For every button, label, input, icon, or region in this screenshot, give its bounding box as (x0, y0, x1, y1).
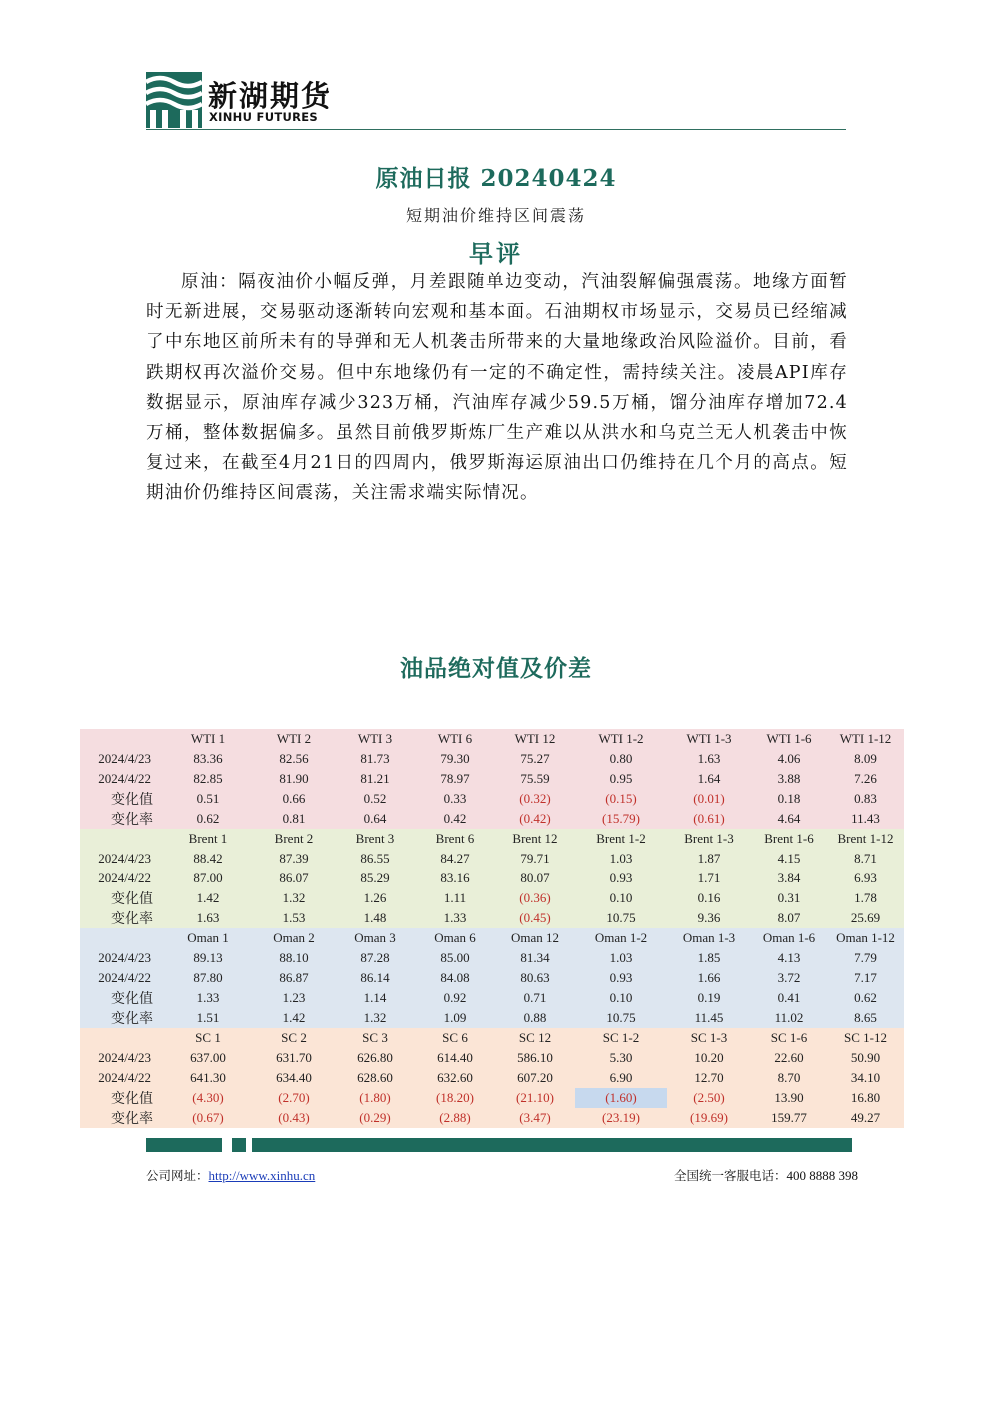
table-cell: 11.43 (851, 810, 880, 826)
table-cell: 1.53 (282, 910, 306, 926)
table-cell: 0.83 (854, 790, 877, 806)
table-cell: (0.29) (359, 1109, 391, 1125)
table-cell: (1.80) (359, 1089, 391, 1105)
table-cell: (3.47) (519, 1109, 551, 1125)
table-cell: (23.19) (602, 1109, 640, 1125)
table-header-row (80, 829, 904, 849)
table-cell: 1.63 (196, 910, 220, 926)
row-label: 2024/4/22 (98, 770, 151, 786)
column-header: Brent 12 (512, 830, 558, 846)
column-header: Oman 2 (273, 930, 315, 946)
header-blank-cell (80, 729, 163, 749)
company-logo (146, 72, 346, 128)
table-cell: 1.66 (697, 970, 721, 986)
table-cell: 50.90 (850, 1049, 881, 1065)
table-cell: 0.81 (282, 810, 306, 826)
row-label: 2024/4/22 (98, 870, 151, 886)
table-cell: 631.70 (276, 1049, 312, 1065)
column-header: Brent 1-12 (837, 830, 894, 846)
table-cell: 0.10 (609, 890, 633, 906)
table-row (80, 968, 904, 988)
oil-price-spread-table (80, 729, 904, 1128)
table-cell: 78.97 (440, 770, 470, 786)
table-cell: 81.90 (279, 770, 309, 786)
table-cell: 11.02 (774, 1010, 804, 1026)
table-cell: 6.93 (854, 870, 877, 886)
table-cell: 1.42 (282, 1010, 306, 1026)
table-cell: 84.27 (440, 850, 470, 866)
table-cell: 16.80 (850, 1089, 881, 1105)
table-cell: 10.75 (606, 910, 636, 926)
table-cell: 49.27 (850, 1109, 881, 1125)
table-row (80, 749, 904, 769)
column-header: WTI 1-3 (686, 730, 732, 746)
table-cell: 12.70 (694, 1069, 724, 1085)
table-cell: 0.93 (609, 970, 633, 986)
table-cell: 614.40 (437, 1049, 473, 1065)
row-label: 2024/4/22 (98, 1069, 151, 1085)
table-cell: 8.70 (777, 1069, 801, 1085)
table-cell: (2.70) (278, 1089, 310, 1105)
table-row (80, 908, 904, 928)
report-subtitle: 短期油价维持区间震荡 (405, 206, 586, 225)
table-cell: 34.10 (850, 1069, 881, 1085)
table-cell: 4.13 (777, 950, 801, 966)
table-cell: 5.30 (609, 1049, 633, 1065)
table-row (80, 769, 904, 789)
table-cell: (0.67) (192, 1109, 224, 1125)
table-row (80, 1088, 904, 1108)
logo-english-name: XINHU FUTURES (209, 110, 319, 124)
table-row (80, 888, 904, 908)
table-cell: 80.63 (520, 970, 550, 986)
row-label: 2024/4/23 (98, 850, 151, 866)
table-cell: 1.48 (363, 910, 387, 926)
table-row (80, 948, 904, 968)
table-cell: 1.51 (196, 1010, 220, 1026)
column-header: WTI 2 (276, 730, 312, 746)
table-header-row (80, 928, 904, 948)
column-header: SC 1 (195, 1029, 221, 1045)
table-cell: (18.20) (436, 1089, 474, 1105)
column-header: WTI 1 (190, 730, 226, 746)
row-label: 变化率 (111, 911, 153, 928)
footer-bar-segment (146, 1138, 222, 1152)
table-cell: 22.60 (774, 1049, 804, 1065)
table-cell: 1.03 (609, 850, 633, 866)
table-cell: 1.09 (443, 1010, 467, 1026)
table-cell: (0.01) (693, 790, 725, 806)
table-cell: 13.90 (774, 1089, 804, 1105)
table-cell: 1.32 (363, 1010, 387, 1026)
table-cell: 0.95 (609, 770, 633, 786)
table-cell: 81.34 (520, 950, 550, 966)
table-cell: 89.13 (193, 950, 223, 966)
table-row (80, 789, 904, 809)
column-header: SC 6 (442, 1029, 468, 1045)
column-header: SC 2 (281, 1029, 307, 1045)
table-cell: 0.93 (609, 870, 633, 886)
column-header: SC 1-6 (770, 1029, 808, 1045)
table-row (80, 849, 904, 869)
column-header: Brent 6 (435, 830, 475, 846)
table-cell: 83.16 (440, 870, 470, 886)
logo-chinese-name: 新湖期货 (208, 79, 333, 113)
table-cell: 10.20 (694, 1049, 724, 1065)
footer-bar-segment (252, 1138, 852, 1152)
column-header: WTI 12 (514, 730, 556, 746)
table-cell: 86.87 (279, 970, 309, 986)
table-cell: (0.42) (519, 810, 551, 826)
row-label: 变化值 (111, 791, 153, 808)
table-cell: 81.73 (360, 750, 390, 766)
table-cell: 641.30 (190, 1069, 226, 1085)
table-cell: 1.14 (363, 990, 387, 1006)
table-cell: 75.59 (520, 770, 550, 786)
column-header: Brent 2 (274, 830, 314, 846)
column-header: Oman 1-6 (762, 930, 816, 946)
table-cell: 586.10 (517, 1049, 553, 1065)
table-cell: (0.61) (693, 810, 725, 826)
table-cell: (15.79) (602, 810, 640, 826)
column-header: WTI 6 (437, 730, 473, 746)
table-cell: 86.55 (360, 850, 390, 866)
table-cell: 1.85 (697, 950, 721, 966)
header-blank-cell (80, 829, 163, 849)
table-cell: (1.60) (575, 1088, 667, 1108)
header-blank-cell (80, 928, 163, 948)
table-cell: 7.26 (854, 770, 877, 786)
table-cell: 1.64 (697, 770, 721, 786)
table-cell: 1.87 (697, 850, 721, 866)
table-header-row (80, 729, 904, 749)
table-cell: 86.14 (360, 970, 390, 986)
table-cell: 87.80 (193, 970, 223, 986)
table-cell: 4.15 (777, 850, 801, 866)
table-cell: (0.36) (519, 890, 551, 906)
column-header: SC 1-12 (844, 1029, 887, 1045)
table-cell: 1.32 (282, 890, 306, 906)
table-row (80, 809, 904, 829)
row-label: 2024/4/23 (98, 1049, 151, 1065)
header-blank-cell (80, 1028, 163, 1048)
table-cell: 81.21 (360, 770, 390, 786)
column-header: Oman 12 (510, 930, 560, 946)
column-header: Oman 1 (187, 930, 229, 946)
row-label: 2024/4/23 (98, 950, 151, 966)
table-cell: 8.65 (854, 1010, 877, 1026)
table-cell: 1.78 (854, 890, 877, 906)
table-cell: 637.00 (190, 1049, 226, 1065)
table-cell: 10.75 (606, 1010, 636, 1026)
column-header: SC 1-2 (602, 1029, 640, 1045)
column-header: WTI 3 (357, 730, 393, 746)
table-cell: 3.72 (777, 970, 801, 986)
table-cell: 8.07 (777, 910, 801, 926)
table-cell: 607.20 (517, 1069, 553, 1085)
price-spread-heading: 油品绝对值及价差 (400, 655, 592, 682)
footer-bar-segment (232, 1138, 246, 1152)
table-cell: 1.71 (697, 870, 721, 886)
table-cell: 159.77 (771, 1109, 807, 1125)
table-row (80, 1048, 904, 1068)
table-cell: 84.08 (440, 970, 470, 986)
column-header: SC 3 (362, 1029, 388, 1045)
table-cell: 87.00 (193, 870, 223, 886)
table-row (80, 1068, 904, 1088)
row-label: 变化率 (111, 1110, 153, 1127)
morning-review-heading: 早评 (469, 239, 523, 268)
row-label: 变化率 (111, 1011, 153, 1028)
table-cell: 79.71 (520, 850, 550, 866)
table-cell: (2.50) (693, 1089, 725, 1105)
column-header: Oman 1-12 (836, 930, 895, 946)
table-cell: 0.19 (697, 990, 721, 1006)
table-cell: 88.10 (279, 950, 309, 966)
column-header: Brent 1-6 (764, 830, 814, 846)
table-cell: 0.52 (363, 790, 387, 806)
table-cell: 7.79 (854, 950, 877, 966)
table-cell: 0.66 (282, 790, 306, 806)
table-cell: 1.03 (609, 950, 633, 966)
column-header: WTI 1-12 (839, 730, 892, 746)
table-cell: 85.00 (440, 950, 470, 966)
table-cell: 1.33 (443, 910, 467, 926)
column-header: WTI 1-6 (766, 730, 812, 746)
table-cell: 634.40 (276, 1069, 312, 1085)
report-title: 原油日报 20240424 (375, 165, 617, 192)
table-cell: 0.31 (777, 890, 801, 906)
column-header: Oman 3 (354, 930, 396, 946)
table-cell: 83.36 (193, 750, 223, 766)
table-cell: 0.42 (443, 810, 467, 826)
table-cell: 87.28 (360, 950, 390, 966)
table-cell: 9.36 (697, 910, 721, 926)
table-cell: 1.42 (196, 890, 220, 906)
company-website (146, 1166, 315, 1184)
table-cell: 0.92 (443, 990, 467, 1006)
row-label: 2024/4/22 (98, 970, 151, 986)
column-header: Brent 1-3 (684, 830, 734, 846)
logo-waves-icon (146, 72, 202, 128)
table-cell: 1.26 (363, 890, 387, 906)
table-cell: 82.85 (193, 770, 223, 786)
table-cell: (0.43) (278, 1109, 310, 1125)
table-row (80, 1108, 904, 1128)
table-cell: 8.09 (854, 750, 877, 766)
column-header: Oman 1-3 (682, 930, 736, 946)
table-cell: 11.45 (694, 1010, 724, 1026)
column-header: SC 12 (518, 1029, 552, 1045)
table-cell: 0.62 (854, 990, 877, 1006)
table-cell: 0.62 (196, 810, 220, 826)
table-cell: 85.29 (360, 870, 390, 886)
header-divider (146, 129, 846, 130)
table-cell: (2.88) (439, 1109, 471, 1125)
table-cell: 1.33 (196, 990, 220, 1006)
table-cell: 0.33 (443, 790, 467, 806)
table-cell: 1.63 (697, 750, 721, 766)
table-cell: 87.39 (279, 850, 309, 866)
table-cell: (0.32) (519, 790, 551, 806)
table-cell: 3.84 (777, 870, 801, 886)
table-cell: 88.42 (193, 850, 223, 866)
table-row (80, 988, 904, 1008)
website-label: 公司网址： (146, 1168, 209, 1183)
column-header: Oman 6 (434, 930, 476, 946)
table-cell: 4.06 (777, 750, 801, 766)
column-header: SC 1-3 (690, 1029, 728, 1045)
customer-hotline (674, 1166, 858, 1184)
table-row (80, 868, 904, 888)
table-cell: 0.51 (196, 790, 220, 806)
table-cell: 25.69 (850, 910, 881, 926)
table-header-row (80, 1028, 904, 1048)
row-label: 变化率 (111, 811, 153, 828)
table-cell: 86.07 (279, 870, 309, 886)
table-cell: (21.10) (516, 1089, 554, 1105)
table-cell: 8.71 (854, 850, 877, 866)
table-cell: 1.23 (282, 990, 306, 1006)
table-row (80, 1008, 904, 1028)
column-header: Brent 1-2 (596, 830, 646, 846)
row-label: 变化值 (111, 991, 153, 1008)
table-cell: 75.27 (520, 750, 550, 766)
table-cell: 626.80 (357, 1049, 393, 1065)
column-header: Brent 1 (188, 830, 228, 846)
table-cell: 0.71 (523, 990, 547, 1006)
row-label: 变化值 (111, 891, 153, 908)
table-cell: 6.90 (609, 1069, 633, 1085)
table-cell: 0.41 (777, 990, 801, 1006)
table-cell: 0.18 (777, 790, 801, 806)
table-cell: 0.88 (523, 1010, 547, 1026)
row-label: 2024/4/23 (98, 750, 151, 766)
table-cell: 0.16 (697, 890, 721, 906)
column-header: Brent 3 (355, 830, 395, 846)
table-cell: (0.15) (605, 790, 637, 806)
table-cell: 1.11 (443, 890, 467, 906)
website-link[interactable]: http://www.xinhu.cn (208, 1168, 316, 1183)
table-cell: 7.17 (854, 970, 877, 986)
table-cell: 0.80 (609, 750, 633, 766)
hotline-number: 400 8888 398 (786, 1168, 858, 1183)
column-header: WTI 1-2 (598, 730, 644, 746)
row-label: 变化值 (111, 1090, 153, 1107)
table-cell: (0.45) (519, 910, 551, 926)
table-cell: 628.60 (357, 1069, 393, 1085)
table-cell: 632.60 (437, 1069, 473, 1085)
table-cell: 3.88 (777, 770, 801, 786)
column-header: Oman 1-2 (594, 930, 648, 946)
hotline-label: 全国统一客服电话： (673, 1168, 787, 1183)
table-cell: 80.07 (520, 870, 550, 886)
table-cell: 0.10 (609, 990, 633, 1006)
table-cell: 4.64 (777, 810, 801, 826)
table-cell: 82.56 (279, 750, 309, 766)
table-cell: 79.30 (440, 750, 470, 766)
table-cell: (4.30) (192, 1089, 224, 1105)
table-cell: 0.64 (363, 810, 387, 826)
table-cell: (19.69) (690, 1109, 728, 1125)
morning-review-text: 原油：隔夜油价小幅反弹，月差跟随单边变动，汽油裂解偏强震荡。地缘方面暂时无新进展，交易驱动逐渐转向宏观和基本面。石油期权市场显示，交易员已经缩减了中东地区前所未有的导弹和无人机袭击所带来的大量地缘政治风险溢价。目前，看跌期权再次溢价交易。但中东地缘仍有一定的不确定性，需持续关注。凌晨API库存数据显示，原油库存减少323万桶，汽油库存减少59.5万桶，馏分油库存增加72.4万桶，整体数据偏多。虽然目前俄罗斯炼厂生产难以从洪水和乌克兰无人机袭击中恢复过来，在截至4月21日的四周内，俄罗斯海运原油出口仍维持在几个月的高点。短期油价仍维持区间震荡，关注需求端实际情况。 (146, 272, 848, 504)
